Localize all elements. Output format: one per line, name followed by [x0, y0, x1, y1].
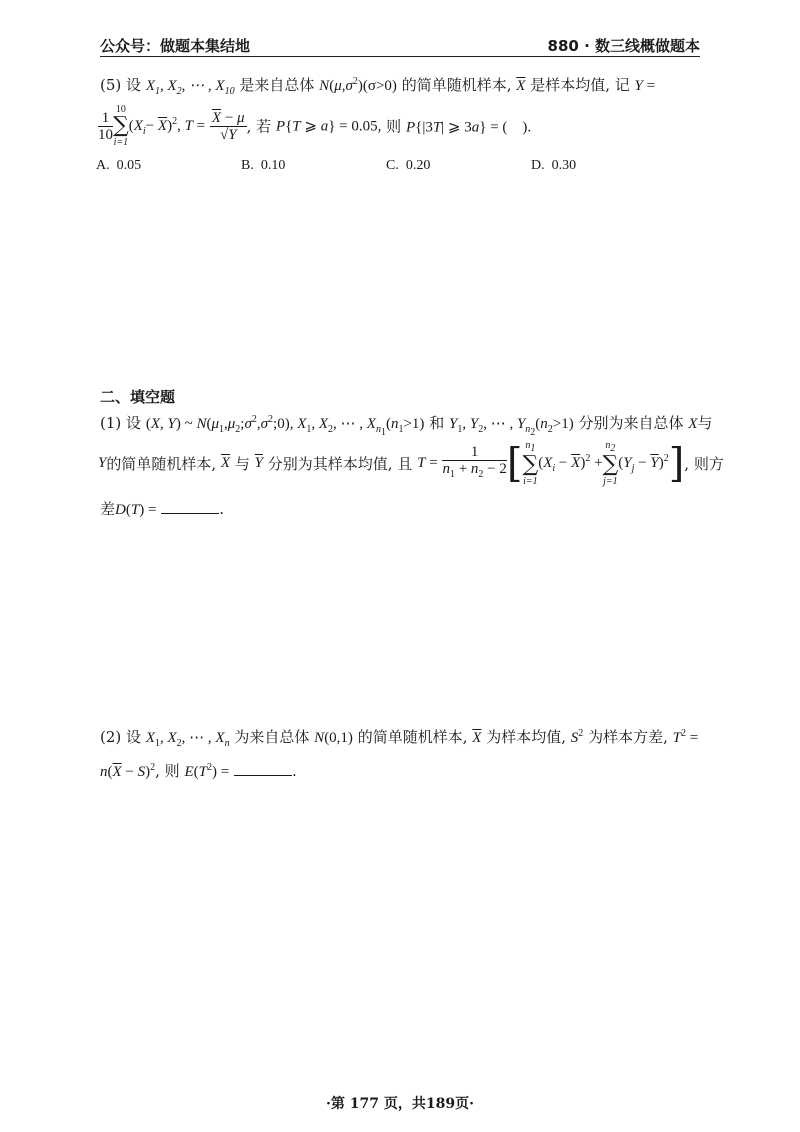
- q5-formula: $\frac{1}{10}$ 10 ∑ i=1 $(X_i- \overline{X})^2$, T = $\frac{\overline{X} - \mu}{√Y}$ , 若 P{T ⩾ a} = 0.05, 则 P{|3T| ⩾ 3a} = ( ).: [98, 104, 532, 148]
- option-c: C. 0.20: [386, 158, 431, 173]
- header-rule: [100, 56, 700, 57]
- answer-blank-2[interactable]: [234, 774, 292, 776]
- option-b: B. 0.10: [241, 158, 286, 173]
- header-left: 公众号：做题本集结地: [100, 37, 251, 55]
- f1-line-3: 差D(T) = .: [100, 500, 224, 518]
- q5-sample-vars: $X_1$, $X_2$, ⋯ , $X_{10}$: [145, 78, 235, 97]
- f2-line-1: (2) 设 $X_1$, $X_2$, ⋯ , $X_n$ 为来自总体 N(0,1) 的简单随机样本, $\overline{X}$ 为样本均值, $S^2$ 为样本方差, $T^2$ =: [100, 728, 699, 749]
- f1-line-2: Y的简单随机样本, $\overline{X}$ 与 $\overline{Y}$ 分别为其样本均值, 且 T = $\frac{1}{n_1 + n_2 - 2}$ [ $n_1$ ∑ i=1 $(X_i - \overline{X})^2$ + $n_2$ ∑ j=1 $(Y_j - \overline{Y})^2$], 则方: [98, 440, 724, 487]
- header-right: 880 · 数三线概做题本: [547, 37, 700, 55]
- f2-line-2: $n(\overline{X} - S)^2$, 则 $E(T^2)$ = .: [100, 762, 297, 780]
- f1-line-1: (1) 设 (X, Y) ~ $N(\mu_1,\mu_2;\sigma^2,\sigma^2;0)$, $X_1$, $X_2$, ⋯ , $X_{n_1}(n_1>1)$ 和 $Y_1$, $Y_2$, ⋯ , $Y_{n_2}(n_2>1)$ 分别为来自总体 X与: [100, 414, 713, 438]
- q5-number: (5): [100, 76, 122, 94]
- q5-line-1: (5) 设 $X_1$, $X_2$, ⋯ , $X_{10}$ 是来自总体 $N(\mu,\sigma^2)(\sigma>0)$ 的简单随机样本, $\overline{X}$ 是样本均值, 记 Y =: [100, 76, 656, 97]
- option-d: D. 0.30: [531, 158, 577, 173]
- answer-blank-1[interactable]: [161, 512, 219, 514]
- section-title: 二、填空题: [100, 388, 176, 406]
- page-number: ·第 177 页，共189页·: [326, 1096, 474, 1112]
- option-a: A. 0.05: [96, 158, 142, 173]
